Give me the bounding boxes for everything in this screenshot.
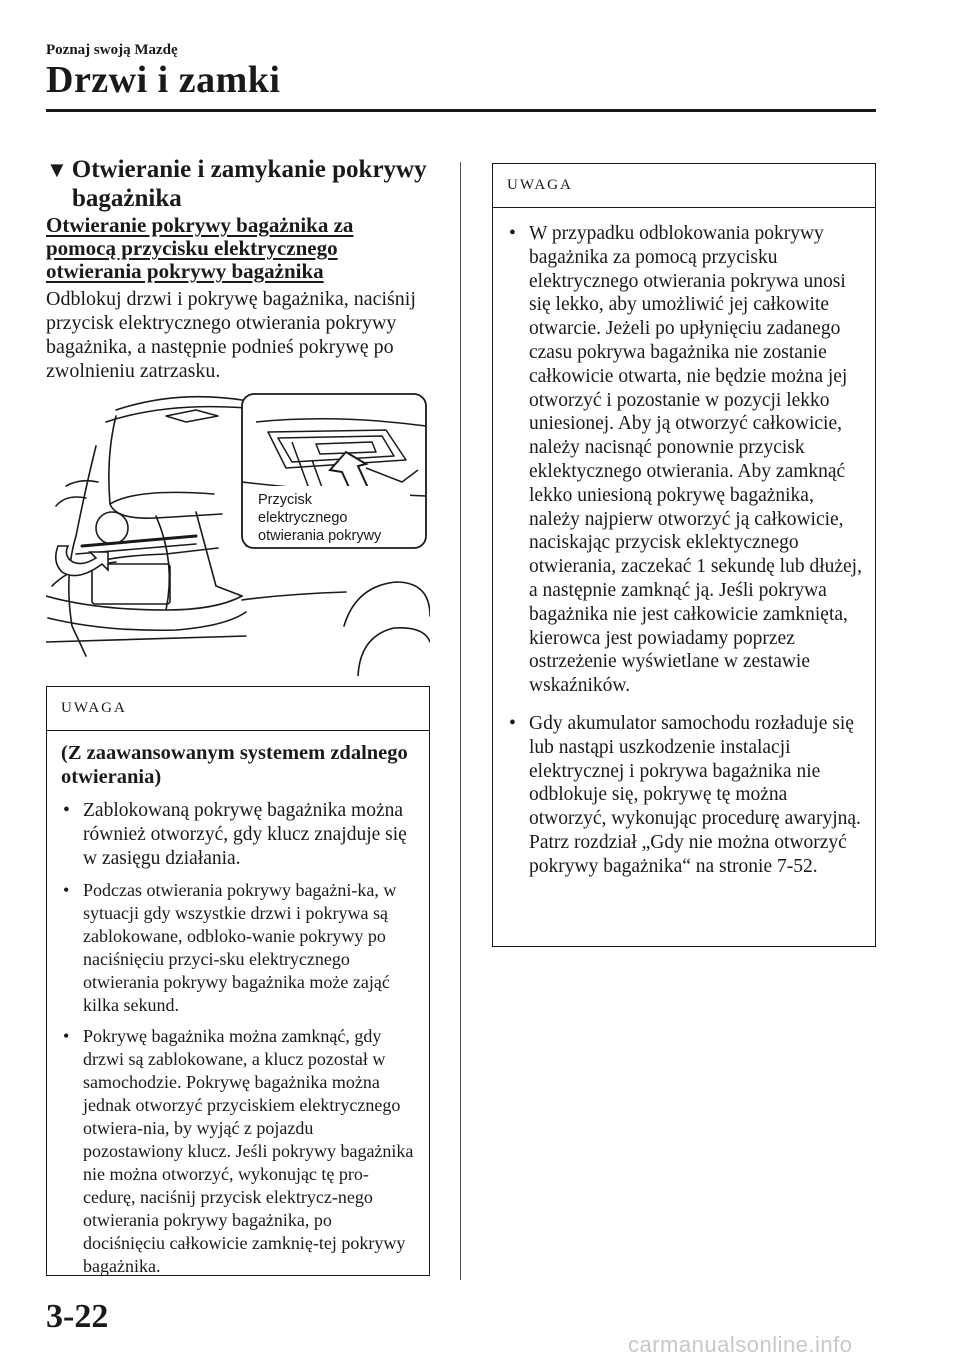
- bullet-icon: •: [63, 800, 70, 821]
- list-item: [61, 879, 417, 1017]
- list-item-text: Zablokowaną pokrywę bagażnika można również otworzyć, gdy klucz znajduje się w zasięgu działania.: [83, 800, 407, 869]
- list-item-text: Podczas otwierania pokrywy bagażni-ka, w sytuacji gdy wszystkie drzwi i pokrywa są zablokowane, odbloko-wanie pokrywy po naciśnięciu przyci-sku elektrycznego otwierania pokrywy bagażnika może zająć kilka sekund.: [83, 880, 397, 1015]
- note-intro: (Z zaawansowanym systemem zdalnego otwierania): [61, 742, 408, 788]
- note-title: UWAGA: [47, 687, 429, 731]
- page-number: 3-22: [46, 1298, 109, 1335]
- watermark: carmanualsonline.info: [628, 1332, 853, 1357]
- bullet-icon: •: [63, 1026, 70, 1046]
- list-item-text: W przypadku odblokowania pokrywy bagażnika za pomocą przycisku elektrycznego otwierania pokrywa unosi się lekko, aby umożliwić jej całkowite otwarcie. Jeżeli po upłynięciu zadanego czasu pokrywa bagażnika nie zostanie całkowicie otwarta, nie będzie można jej otworzyć i pozostanie w pozycji lekko uniesionej. Aby ją otworzyć całkowicie, należy nacisnąć ponownie przycisk eklektycznego otwierania. Aby zamknąć lekko uniesioną pokrywę bagażnika, należy najpierw otworzyć ją całkowicie, naciskając przycisk eklektycznego otwierania, zaczekać 1 sekundę lub dłużej, a następnie zamknąć ją. Jeśli pokrywa bagażnika nie jest całkowicie zamknięta, kierowca jest powiadamy poprzez ostrzeżenie wyświetlane w zestawie wskaźników.: [529, 223, 862, 697]
- list-item-text: Pokrywę bagażnika można zamknąć, gdy drzwi są zablokowane, a klucz pozostał w samochodzie. Pokrywę bagażnika można jednak otworzyć przyciskiem elektrycznego otwiera-nia, by wyjąć z pojazdu pozostawiony klucz. Jeśli pokrywy bagażnika nie można otworzyć, wykonując tę pro-cedurę, naciśnij przycisk elektrycz-nego otwierania pokrywy bagażnika, po dociśnięciu całkowicie zamknię-tej pokrywy bagażnika.: [83, 1026, 414, 1276]
- section-title: Drzwi i zamki: [46, 59, 281, 101]
- triangle-down-icon: ▼: [46, 157, 68, 182]
- list-item: [61, 1025, 417, 1278]
- illustration-label-line3: otwierania pokrywy: [258, 528, 382, 544]
- body-paragraph: Odblokuj drzwi i pokrywę bagażnika, naciśnij przycisk elektrycznego otwierania pokrywy bagażnika, a następnie podnieś pokrywę po zwolnieniu zatrzasku.: [46, 288, 416, 382]
- bullet-icon: •: [509, 223, 516, 244]
- trunk-illustration: [46, 386, 430, 676]
- main-heading: [46, 155, 446, 213]
- list-item-text: Gdy akumulator samochodu rozładuje się lub nastąpi uszkodzenie instalacji elektrycznej i pokrywa bagażnika nie odblokuje się, pokrywę tę można otworzyć, wykonując procedurę awaryjną. Patrz rozdział „Gdy nie można otworzyć pokrywy bagażnika“ na stronie 7-52.: [529, 712, 861, 877]
- column-divider: [460, 162, 461, 1280]
- list-item: [507, 712, 863, 879]
- bullet-icon: •: [509, 712, 516, 734]
- sub-heading: Otwieranie pokrywy bagażnika za pomocą przycisku elektrycznego otwierania pokrywy bagażnika: [46, 213, 354, 283]
- note-list: [507, 222, 863, 879]
- main-heading-line2: bagażnika: [72, 185, 182, 212]
- list-item: [61, 799, 417, 871]
- illustration-label-line1: Przycisk: [258, 492, 312, 508]
- note-box-right: [492, 163, 876, 947]
- note-list: [61, 799, 417, 1278]
- note-body: [47, 731, 429, 1278]
- main-heading-line1: Otwieranie i zamykanie pokrywy: [71, 156, 427, 183]
- note-title: UWAGA: [493, 164, 875, 208]
- breadcrumb: Poznaj swoją Mazdę: [46, 42, 178, 58]
- header-rule: [46, 109, 876, 112]
- car-rear-drawing: [46, 386, 430, 676]
- list-item: [507, 222, 863, 698]
- illustration-label-line2: elektrycznego: [258, 510, 348, 526]
- note-box-left: [46, 686, 430, 1276]
- note-body: [493, 208, 875, 879]
- bullet-icon: •: [63, 880, 70, 900]
